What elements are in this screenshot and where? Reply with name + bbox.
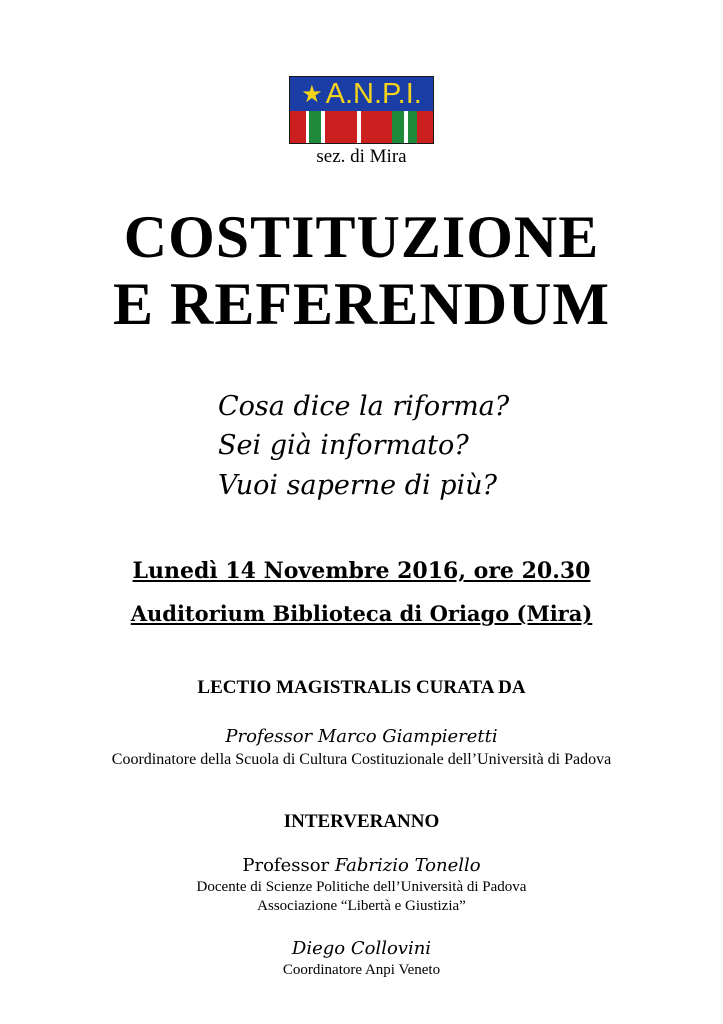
event-venue: Auditorium Biblioteca di Oriago (Mira) bbox=[130, 601, 593, 626]
title-line-1: COSTITUZIONE bbox=[123, 204, 600, 270]
logo-text: A.N.P.I. bbox=[325, 77, 422, 110]
speaker-tonello-name: Fabrizio Tonello bbox=[334, 855, 481, 876]
speaker-tonello-role-2: Associazione “Libertà e Giustizia” bbox=[257, 898, 466, 914]
speaker-tonello-title: Professor bbox=[242, 855, 330, 876]
logo-flag-stripes bbox=[290, 111, 433, 144]
lectio-speaker: Professor Marco Giampieretti bbox=[225, 726, 498, 747]
speaker-tonello bbox=[0, 855, 723, 876]
star-icon: ★ bbox=[301, 80, 323, 108]
title-line-2: E REFERENDUM bbox=[112, 271, 610, 337]
section-name: sez. di Mira bbox=[316, 146, 407, 167]
logo-banner bbox=[290, 77, 433, 111]
lectio-speaker-role: Coordinatore della Scuola di Cultura Costituzionale dell’Università di Padova bbox=[111, 751, 612, 768]
speaker-collovini-role: Coordinatore Anpi Veneto bbox=[282, 962, 441, 978]
question-1: Cosa dice la riforma? bbox=[218, 391, 510, 422]
speaker-collovini: Diego Collovini bbox=[291, 938, 432, 959]
speaker-tonello-role-1: Docente di Scienze Politiche dell’Università di Padova bbox=[196, 879, 527, 895]
lectio-heading: LECTIO MAGISTRALIS CURATA DA bbox=[197, 677, 526, 698]
event-datetime: Lunedì 14 Novembre 2016, ore 20.30 bbox=[132, 558, 591, 584]
question-2: Sei già informato? bbox=[218, 430, 469, 461]
speakers-heading: INTERVERANNO bbox=[283, 811, 440, 832]
anpi-logo bbox=[289, 76, 434, 144]
question-3: Vuoi saperne di più? bbox=[218, 470, 497, 501]
